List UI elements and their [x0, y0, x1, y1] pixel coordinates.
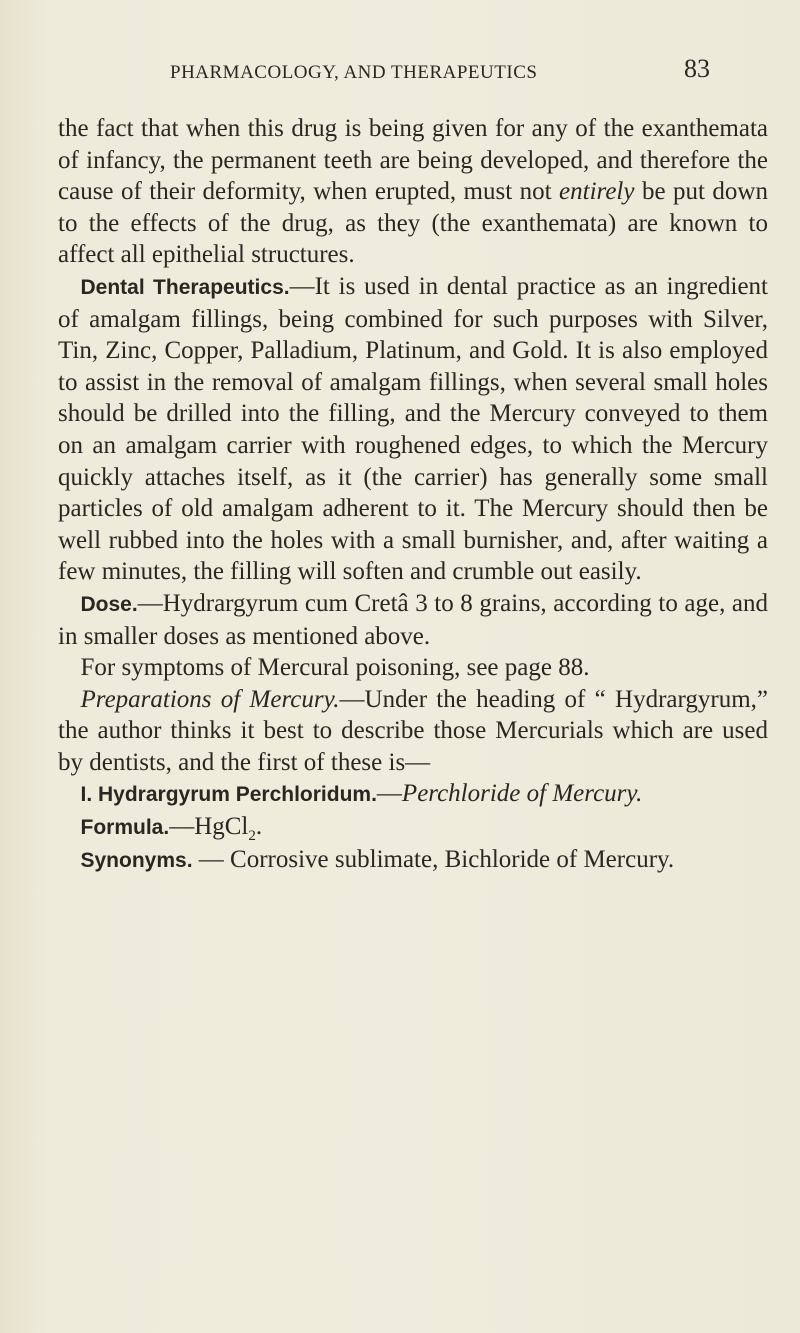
paragraph-synonyms: Synonyms. — Corrosive sublimate, Bichloride of Mercury. [80, 845, 675, 873]
paragraph-formula: Formula.—HgCl$_2$. [80, 813, 263, 845]
run-in-heading: Formula. [80, 816, 170, 840]
run-in-heading: I. Hydrargyrum Perchloridum. [80, 783, 377, 807]
paragraph-continuation: the fact that when this drug is being given for any of the exanthemata of infancy, the permanent teeth are being developed, and therefore the cause of their deformity, when erupted, must not entirely be put down to the effects of the drug, as they (the exanthemata) are known to affect all epithelial structures. [58, 115, 768, 269]
run-in-heading: Dose. [80, 592, 138, 616]
paragraph-dose: Dose.—Hydrargyrum cum Cretâ 3 to 8 grains, according to age, and in smaller doses as mentioned above. [58, 589, 768, 650]
page-number: 83 [684, 54, 710, 83]
page-header [0, 54, 800, 102]
paragraph-perchloride: I. Hydrargyrum Perchloridum.—Perchloride of Mercury. [80, 780, 643, 808]
run-in-heading: Synonyms. [80, 848, 193, 872]
paragraph-dental-therapeutics: Dental Therapeutics.—It is used in dental practice as an ingredient of amalgam fillings, being combined for such purposes with Silver, Tin, Zinc, Copper, Palladium, Platinum, and Gold. It is also employed to assist in the removal of amalgam fillings, when several small holes should be drilled into the filling, and the Mercury conveyed to them on an amalgam carrier with roughened edges, to which the Mercury quickly attaches itself, as it (the carrier) has generally some small particles of old amalgam adherent to it. The Mercury should then be well rubbed into the holes with a small burnisher, and, after waiting a few minutes, the filling will soften and crumble out easily. [58, 272, 768, 586]
run-in-heading: Dental Therapeutics. [80, 275, 290, 299]
paragraph-preparations: Preparations of Mercury.—Under the heading of “ Hydrargyrum,” the author thinks it best to describe those Mercurials which are used by dentists, and the first of these is— [58, 685, 768, 776]
running-head: PHARMACOLOGY, AND THERAPEUTICS [170, 62, 538, 83]
paragraph-poisoning-reference: For symptoms of Mercural poisoning, see page 88. [80, 654, 590, 682]
body-text [58, 113, 768, 876]
